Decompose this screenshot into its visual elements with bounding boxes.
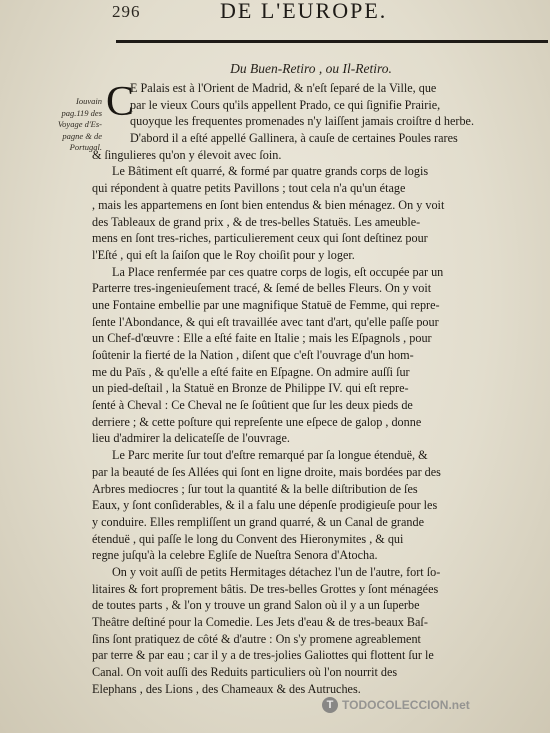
text-line: ſoûtenir la fierté de la Nation , diſent que c'eſt l'ouvrage d'un hom- (92, 348, 414, 362)
text-line: Canal. On voit auſſi des Reduits particuliers où l'on nourrit des (92, 665, 398, 680)
text-line: un Chef-d'œuvre : Elle a eſté faite en Italie ; mais les Eſpagnols , pour (92, 331, 432, 346)
text-line: Parterre tres-ingenieuſement tracé, & ſemé de belles Fleurs. On y voit (92, 281, 432, 296)
watermark (322, 697, 470, 713)
text-line: me du Païs , & qu'elle a eſté faite en Eſpagne. On admire auſſi ſur (92, 364, 410, 379)
page-number: 296 (112, 2, 141, 21)
text-line: litaires & fort proprement bâtis. De tres-belles Grottes y ſont ménagées (92, 581, 439, 596)
text-line: y conduire. Elles rempliſſent un grand quarré, & un Canal de grande (92, 514, 425, 529)
text-line: une Fontaine embellie par une magnifique Statuë de Femme, qui repre- (92, 297, 440, 312)
text-line: mens en ſont tres-riches, particulierement ceux qui ſont deſtinez pour (92, 231, 428, 246)
text-line: qui répondent à quatre petits Pavillons ; tout cela n'a qu'un étage (92, 181, 406, 196)
text-line: par le vieux Cours qu'ils appellent Prado, ce qui ſignifie Prairie, (130, 97, 441, 112)
text-line: par la beauté de ſes Allées qui ſont en ligne droite, mais bordées par des (92, 464, 441, 479)
text-line: E Palais est à l'Orient de Madrid, & n'eſt ſeparé de la Ville, que (130, 81, 437, 95)
text-line: quoyque les frequentes promenades n'y laiſſent jamais croiſtre d herbe. (130, 114, 475, 129)
text-line: regne juſqu'à la celebre Egliſe de Nueſtra Senora d'Atocha. (92, 548, 378, 563)
text-line: La Place renfermée par ces quatre corps de logis, eſt occupée par un (112, 264, 444, 279)
section-title: Du Buen-Retiro , ou Il-Retiro. (230, 61, 392, 76)
drop-cap: C (106, 79, 135, 125)
text-line: par terre & par eau ; car il y a de tres-jolies Galiottes qui flottent ſur le (92, 648, 434, 663)
margin-note-line: Iouvain (76, 96, 102, 106)
watermark-logo-icon: T (322, 697, 338, 713)
page-header (0, 0, 550, 30)
running-head: DE L'EUROPE. (220, 0, 388, 23)
text-line: On y voit auſſi de petits Hermitages détachez l'un de l'autre, fort ſo- (112, 564, 441, 579)
text-line: Elephans , des Lions , des Chameaux & des Autruches. (92, 681, 361, 696)
text-line: étenduë , qui paſſe le long du Convent des Hieronymites , & qui (92, 531, 404, 546)
margin-note-line: Voyage d'Es- (57, 119, 102, 129)
text-line: Eaux, y ſont conſiderables, & il a falu une dépenſe prodigieuſe pour les (92, 498, 438, 513)
watermark-text: TODOCOLECCION.net (342, 698, 470, 712)
body-text (92, 80, 512, 697)
text-line: derriere ; & cette poſture qui repreſente une eſpece de galop , donne (92, 414, 422, 429)
text-line: ſente l'Abondance, & qui eſt travaillée avec tant d'art, qu'elle paſſe pour (92, 314, 439, 329)
text-line: lieu d'admirer la delicateſſe de l'ouvrage. (92, 431, 290, 446)
text-line: Le Parc merite ſur tout d'eſtre remarqué par ſa longue étenduë, & (112, 448, 428, 463)
text-line: de toutes parts , & l'on y trouve un grand Salon où il y a un ſuperbe (92, 598, 420, 613)
text-line: des Tableaux de grand prix , & de tres-belles Statuës. Les ameuble- (92, 214, 421, 229)
text-line: l'Eſté , qui eſt la ſaiſon que le Roy choiſit pour y loger. (92, 247, 355, 262)
text-line: D'abord il a eſté appellé Gallinera, à cauſe de certaines Poules rares (130, 131, 458, 146)
margin-note-line: Portugal. (69, 142, 102, 152)
margin-note-line: pagne & de (62, 130, 102, 141)
text-line: ſenté à Cheval : Ce Cheval ne ſe ſoûtient que ſur les deux pieds de (92, 398, 413, 413)
text-line: un pied-deſtail , la Statuë en Bronze de Philippe IV. qui eſt repre- (92, 381, 409, 396)
header-rule (116, 40, 548, 43)
text-line: ſins ſont pratiquez de côté & d'autre : On s'y promene agreablement (92, 631, 421, 646)
text-line: , mais les appartemens en ſont bien entendus & bien ménagez. On y voit (92, 197, 445, 212)
margin-note-line: pag.119 des (61, 107, 102, 118)
text-line: Le Bâtiment eſt quarré, & formé par quatre grands corps de logis (112, 164, 429, 179)
text-line: & ſingulieres qu'on y élevoit avec ſoin. (92, 147, 282, 162)
text-line: Theâtre deſtiné pour la Comedie. Les Jets d'eau & de tres-beaux Baſ- (92, 615, 428, 629)
text-line: Arbres mediocres ; ſur tout la quantité & la belle diſtribution de ſes (92, 481, 418, 496)
